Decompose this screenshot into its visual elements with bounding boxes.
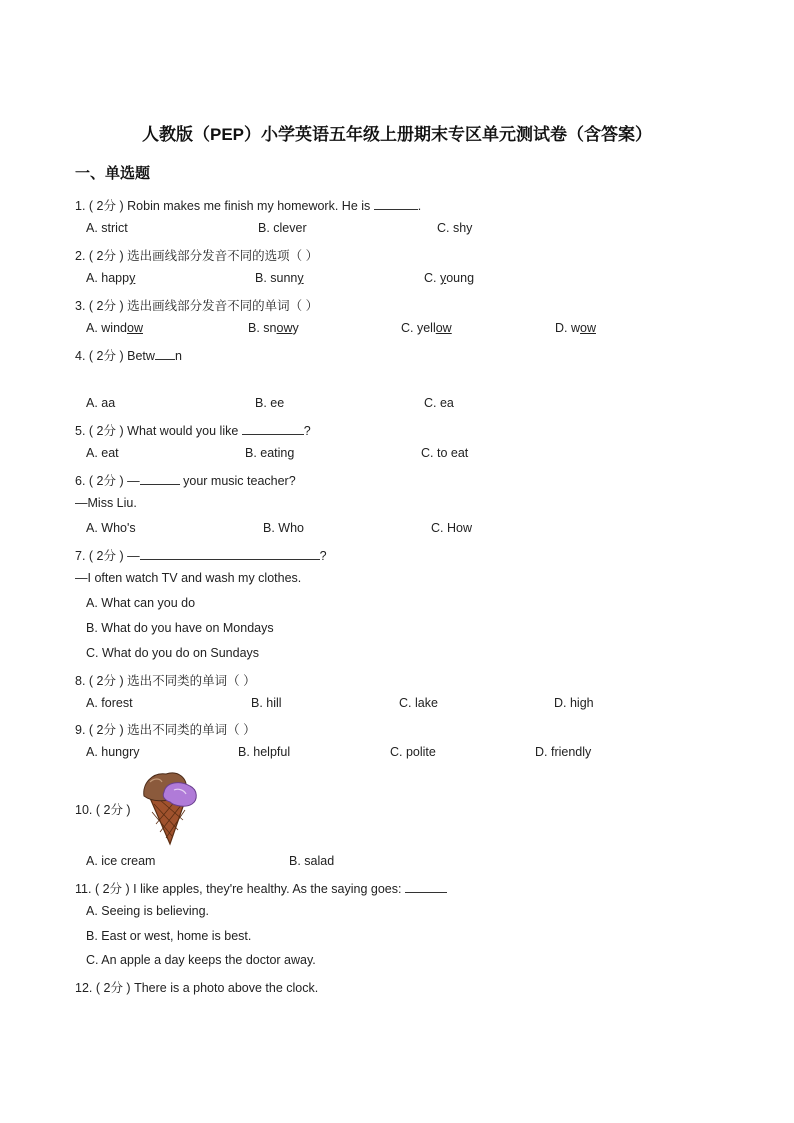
option-b[interactable]: B. snowy <box>248 321 299 335</box>
question-8 <box>75 671 256 689</box>
section-heading: 一、单选题 <box>75 165 151 182</box>
option-a[interactable]: A. eat <box>86 446 119 460</box>
question-5: 5. ( 2分 ) What would you like ? <box>75 424 311 438</box>
option-c[interactable]: C. shy <box>437 221 473 235</box>
option-a[interactable]: A. strict <box>86 221 128 235</box>
question-text: Betw <box>127 349 155 363</box>
question-number: 5. <box>75 424 86 438</box>
question-9 <box>75 720 256 738</box>
option-c[interactable]: C. An apple a day keeps the doctor away. <box>86 953 316 967</box>
option-b[interactable]: B. clever <box>258 221 307 235</box>
option-a[interactable]: A. happy <box>86 271 136 285</box>
question-score: ( 2分 ) <box>88 424 124 438</box>
question-number: 11. <box>75 882 92 896</box>
question-text: What would you like <box>127 424 239 438</box>
question-number: 8. <box>75 674 86 688</box>
question-number: 1. <box>75 199 86 213</box>
option-b[interactable]: B. eating <box>245 446 295 460</box>
question-score: ( 2分 ) <box>88 474 124 488</box>
option-c[interactable]: C. ea <box>424 396 454 410</box>
question-12 <box>75 978 318 996</box>
question-number: 3. <box>75 299 86 313</box>
question-4: 4. ( 2分 ) Betw n <box>75 349 182 363</box>
question-1: 1. ( 2分 ) Robin makes me finish my homework. He is . <box>75 199 422 213</box>
question-score: ( 2分 ) <box>95 803 131 817</box>
question-number: 7. <box>75 549 86 563</box>
question-11 <box>75 879 447 897</box>
option-b[interactable]: B. sunny <box>255 271 304 285</box>
question-score: ( 2分 ) <box>88 249 124 263</box>
question-number: 4. <box>75 349 86 363</box>
option-a[interactable]: A. ice cream <box>86 854 156 868</box>
option-a[interactable]: A. Seeing is believing. <box>86 904 209 918</box>
option-a[interactable]: A. What can you do <box>86 596 196 610</box>
question-6: 6. ( 2分 ) — your music teacher? <box>75 474 296 488</box>
option-c[interactable]: C. What do you do on Sundays <box>86 646 260 660</box>
option-a[interactable]: A. forest <box>86 696 133 710</box>
question-text: 选出画线部分发音不同的单词（ ） <box>127 299 319 313</box>
option-a[interactable]: A. hungry <box>86 745 140 759</box>
answer-blank <box>242 423 304 435</box>
question-score: ( 2分 ) <box>88 674 124 688</box>
answer-blank <box>140 548 320 560</box>
answer-blank <box>155 348 175 360</box>
question-number: 10. <box>75 803 93 817</box>
option-a[interactable]: A. Who's <box>86 521 136 535</box>
question-text: 选出不同类的单词（ ） <box>127 723 256 737</box>
option-b[interactable]: B. What do you have on Mondays <box>86 621 274 635</box>
answer-blank <box>405 881 447 893</box>
option-c[interactable]: C. lake <box>399 696 438 710</box>
question-score: ( 2分 ) <box>88 723 124 737</box>
option-c[interactable]: C. yellow <box>401 321 452 335</box>
answer-blank <box>140 473 180 485</box>
option-b[interactable]: B. salad <box>289 854 335 868</box>
question-score: ( 2分 ) <box>88 199 124 213</box>
question-text: 选出不同类的单词（ ） <box>127 674 256 688</box>
option-b[interactable]: B. helpful <box>238 745 291 759</box>
question-score: ( 2分 ) <box>94 882 130 896</box>
question-7: 7. ( 2分 ) — ? <box>75 549 327 563</box>
option-c[interactable]: C. to eat <box>421 446 469 460</box>
question-text: There is a photo above the clock. <box>134 981 319 995</box>
option-b[interactable]: B. hill <box>251 696 282 710</box>
option-a[interactable]: A. window <box>86 321 143 335</box>
question-text: your music teacher? <box>183 474 296 488</box>
question-score: ( 2分 ) <box>88 549 124 563</box>
option-c[interactable]: C. young <box>424 271 475 285</box>
question-score: ( 2分 ) <box>88 299 124 313</box>
question-number: 12. <box>75 981 93 995</box>
page-title: 人教版（PEP）小学英语五年级上册期末专区单元测试卷（含答案） <box>141 125 652 144</box>
option-c[interactable]: C. polite <box>390 745 436 759</box>
dialogue-reply: —Miss Liu. <box>75 496 137 510</box>
option-b[interactable]: B. Who <box>263 521 304 535</box>
option-a[interactable]: A. aa <box>86 396 116 410</box>
question-text: I like apples, they're healthy. As the saying goes: <box>133 882 402 896</box>
question-score: ( 2分 ) <box>88 349 124 363</box>
question-number: 2. <box>75 249 86 263</box>
option-d[interactable]: D. friendly <box>535 745 592 759</box>
question-2 <box>75 246 318 264</box>
option-c[interactable]: C. How <box>431 521 472 535</box>
question-number: 9. <box>75 723 86 737</box>
option-b[interactable]: B. ee <box>255 396 285 410</box>
question-text: Robin makes me finish my homework. He is <box>127 199 371 213</box>
question-text: 选出画线部分发音不同的选项（ ） <box>127 249 319 263</box>
question-3 <box>75 296 318 314</box>
question-score: ( 2分 ) <box>95 981 131 995</box>
question-number: 6. <box>75 474 86 488</box>
dialogue-reply: —I often watch TV and wash my clothes. <box>75 571 302 585</box>
answer-blank <box>374 198 418 210</box>
option-d[interactable]: D. wow <box>555 321 596 335</box>
question-10 <box>75 800 131 818</box>
option-d[interactable]: D. high <box>554 696 594 710</box>
option-b[interactable]: B. East or west, home is best. <box>86 929 252 943</box>
ice-cream-cone-image <box>138 768 200 846</box>
